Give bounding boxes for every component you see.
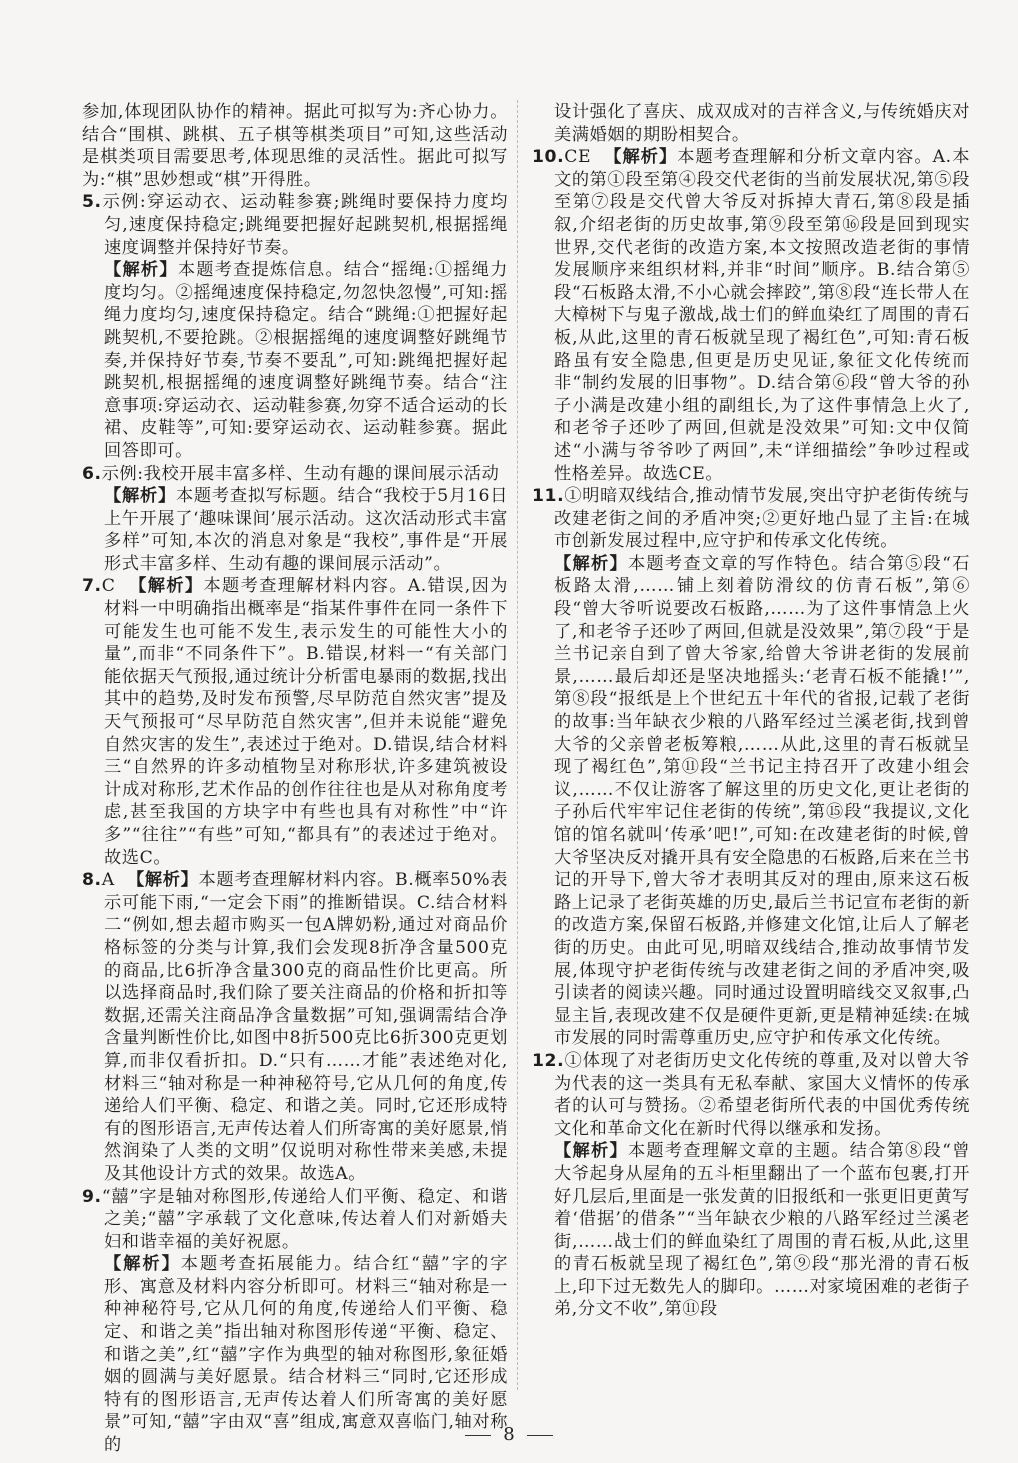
analysis-text: 本题考查拟写标题。结合“我校于5月16日上午开展了‘趣味课间’展示活动。这次活动形式丰富多样”可知,本次的消息对象是“我校”,事件是“开展形式丰富多样、生动有趣的课间展示活动”。 xyxy=(104,486,509,574)
question-number: 5. xyxy=(82,192,102,213)
analysis-tag: 【解析】 xyxy=(127,870,199,891)
question-number: 10. xyxy=(532,147,565,168)
analysis-tag: 【解析】 xyxy=(104,260,178,281)
page-number-value: 8 xyxy=(503,1424,515,1445)
analysis-text: 本题考查文章的写作特色。结合第⑤段“石板路太滑,……铺上刻着防滑纹的仿青石板”,第⑥段“曾大爷听说要改石板路,……为了这件事情急上火了,和老爷子还吵了两回,但就是没效果”,第⑦段“于是兰书记亲自到了曾大爷家,给曾大爷讲老街的发展前景,……最后却还是坚决地摇头:‘老青石板不能撬!’”,第⑧段“报纸是上个世纪五十年代的省报,记载了老街的故事:当年缺衣少粮的八路军经过兰溪老街,找到曾大爷的父亲曾老板筹粮,……从此,这里的青石板就呈现了褐红色”,第⑪段“兰书记主持召开了改建小组会议,……不仅让游客了解这里的历史文化,更让老街的子孙后代牢牢记住老街的传统”,第⑮段“我提议,文化馆的馆名就叫‘传承’吧!”,可知:在改建老街的时候,曾大爷坚决反对撬开具有安全隐患的石板路,后来在兰书记的开导下,曾大爷才表明其反对的理由,原来这石板路上记录了老街英雄的历史,最后兰书记宣布老街的新的改造方案,保留石板路,并修建文化馆,让后人了解老街的历史。由此可见,明暗双线结合,推动故事情节发展,体现守护老街传统与改建老街之间的矛盾冲突,吸引读者的阅读兴趣。同时通过设置明暗线交叉叙事,凸显主旨,表现改建不仅是硬件更新,更是精神延续:在城市发展的同时需尊重历史,应守护和传承文化传统。 xyxy=(554,553,970,1049)
analysis-tag: 【解析】 xyxy=(104,1254,181,1275)
dash-right xyxy=(527,1435,553,1436)
analysis-text: 本题考查理解材料内容。B.概率50%表示可能下雨,“一定会下雨”的推断错误。C.结合材料二“例如,想去超市购买一包A牌奶粉,通过对商品价格标签的分类与计算,我们会发现8折净含量500克的商品,比6折净含量300克的商品性价比更高。所以选择商品时,我们除了要关注商品的价格和折扣等数据,还需关注商品净含量数据”可知,强调需结合净含量判断性价比,如图中8折500克比6折300克更划算,而非仅看折扣。D.“只有……才能”表述绝对化,材料三“轴对称是一种神秘符号,它从几何的角度,传递给人们平衡、稳定、和谐之美。同时,它还形成特有的图形语言,无声传达着人们所寄寓的美好愿景,悄然润染了人类的文明”仅说明对称性带来美感,未提及其他设计方式的效果。故选A。 xyxy=(104,870,508,1184)
answer-choice: C xyxy=(101,576,116,597)
question-11 xyxy=(532,485,970,1050)
question-9 xyxy=(82,1186,508,1457)
analysis-tag: 【解析】 xyxy=(554,553,628,574)
question-number: 9. xyxy=(82,1186,102,1207)
question-number: 12. xyxy=(532,1050,565,1071)
answer-text: 示例:穿运动衣、运动鞋参赛;跳绳时要保持力度均匀,速度保持稳定;跳绳要把握好起跳契机,根据摇绳速度调整并保持好节奏。 xyxy=(101,192,508,258)
answer-choice: A xyxy=(101,870,115,891)
question-number: 7. xyxy=(82,576,102,597)
page-number xyxy=(0,1424,1018,1445)
analysis-text: 本题考查提炼信息。结合“摇绳:①摇绳力度均匀。②摇绳速度保持稳定,勿忽快忽慢”,可知:摇绳力度均匀,速度保持稳定。结合“跳绳:①把握好起跳契机,不要抢跳。②根据摇绳的速度调整好跳绳节奏,并保持好节奏,节奏不要乱”,可知:跳绳把握好起跳契机,根据摇绳的速度调整好跳绳节奏。结合“注意事项:穿运动衣、运动鞋参赛,勿穿不适合运动的长裙、皮鞋等”,可知:要穿运动衣、运动鞋参赛。据此回答即可。 xyxy=(104,260,508,461)
question-number: 11. xyxy=(532,486,565,507)
right-column xyxy=(532,101,970,1321)
question-8 xyxy=(82,869,508,1185)
dash-left xyxy=(465,1435,491,1436)
answer-text: ①明暗双线结合,推动情节发展,突出守护老街传统与改建老街之间的矛盾冲突;②更好地凸显了主旨:在城市创新发展过程中,应守护和传承文化传统。 xyxy=(554,486,970,552)
question-7 xyxy=(82,575,508,869)
analysis-tag: 【解析】 xyxy=(104,486,176,507)
question-number: 6. xyxy=(82,463,102,484)
question-5 xyxy=(82,191,508,462)
analysis-text: 本题考查理解材料内容。A.错误,因为材料一中明确指出概率是“指某件事件在同一条件下可能发生也可能不发生,表示发生的可能性大小的量”,而非“不同条件下”。B.错误,材料一“有关部门能依据天气预报,通过统计分析雷电暴雨的数据,找出其中的趋势,及时发布预警,尽早防范自然灾害”提及天气预报可“尽早防范自然灾害”,但并未说能“避免自然灾害的发生”,表述过于绝对。D.错误,结合材料三“自然界的许多动植物呈对称形状,许多建筑被设计成对称形,艺术作品的创作往往也是从对称角度考虑,甚至我国的方块字中有些也具有对称性”中“许多”“往往”“有些”可知,“都具有”的表述过于绝对。故选C。 xyxy=(104,576,508,868)
analysis-tag: 【解析】 xyxy=(129,576,204,597)
answer-text: ①体现了对老街历史文化传统的尊重,及对以曾大爷为代表的这一类具有无私奉献、家国大义情怀的传承者的认可与赞扬。②希望老街所代表的中国优秀传统文化和革命文化在新时代得以继承和发扬。 xyxy=(554,1050,970,1139)
question-10 xyxy=(532,146,970,485)
answer-text: 示例:我校开展丰富多样、生动有趣的课间展示活动 xyxy=(101,463,500,484)
answer-text: “囍”字是轴对称图形,传递给人们平衡、稳定、和谐之美;“囍”字承载了文化意味,传达着人们对新婚夫妇和谐幸福的美好祝愿。 xyxy=(101,1186,508,1252)
analysis-text: 本题考查理解和分析文章内容。A.本文的第①段至第④段交代老街的当前发展状况,第⑤段至第⑦段是交代曾大爷反对拆掉大青石,第⑧段是插叙,介绍老街的历史故事,第⑨段至第⑯段是回到现实世界,交代老街的改造方案,本文按照改造老街的事情发展顺序来组织材料,并非“时间”顺序。B.结合第⑤段“石板路太滑,不小心就会摔跤”,第⑧段“连长带人在大樟树下与鬼子激战,战士们的鲜血染红了周围的青石板,从此,这里的青石板就呈现了褐红色”,可知:青石板路虽有安全隐患,但更是历史见证,象征文化传统而非“制约发展的旧事物”。D.结合第⑥段“曾大爷的孙子小满是改建小组的副组长,为了这件事情急上火了,和老爷子还吵了两回,但就是没效果”可知:文中仅简述“小满与爷爷吵了两回”,未“详细描绘”争吵过程或性格差异。故选CE。 xyxy=(554,147,970,484)
column-divider xyxy=(517,100,518,1390)
question-6 xyxy=(82,463,508,576)
question-12 xyxy=(532,1050,970,1321)
analysis-text: 本题考查理解文章的主题。结合第⑧段“曾大爷起身从屋角的五斗柜里翻出了一个蓝布包裹,打开好几层后,里面是一张发黄的旧报纸和一张更旧更黄写着‘借据’的借条”“当年缺衣少粮的八路军经过兰溪老街,……战士们的鲜血染红了周围的青石板,从此,这里的青石板就呈现了褐红色”,第⑨段“那光滑的青石板上,印下过无数先人的脚印。……对家境困难的老街子弟,分文不收”,第⑪段 xyxy=(554,1141,970,1320)
analysis-tag: 【解析】 xyxy=(554,1141,628,1162)
answer-choice: CE xyxy=(564,147,592,168)
continued-paragraph: 设计强化了喜庆、成双成对的吉祥含义,与传统婚庆对美满婚姻的期盼相契合。 xyxy=(554,102,970,145)
analysis-text: 本题考查拓展能力。结合红“囍”字的字形、寓意及材料内容分析即可。材料三“轴对称是一种神秘符号,它从几何的角度,传递给人们平衡、稳定、和谐之美”指出轴对称图形传递“平衡、稳定、和谐之美”,红“囍”字作为典型的轴对称图形,象征婚姻的圆满与美好愿景。结合材料三“同时,它还形成特有的图形语言,无声传达着人们所寄寓的美好愿景”可知,“囍”字由双“喜”组成,寓意双喜临门,轴对称的 xyxy=(104,1254,508,1456)
analysis-tag: 【解析】 xyxy=(604,147,678,168)
continued-paragraph: 参加,体现团队协作的精神。据此可拟写为:齐心协力。结合“围棋、跳棋、五子棋等棋类项目”可知,这些活动是棋类项目需要思考,体现思维的灵活性。据此可拟写为:“棋”思妙想或“棋”开得胜。 xyxy=(82,102,508,190)
left-column xyxy=(82,101,508,1457)
question-number: 8. xyxy=(82,870,102,891)
